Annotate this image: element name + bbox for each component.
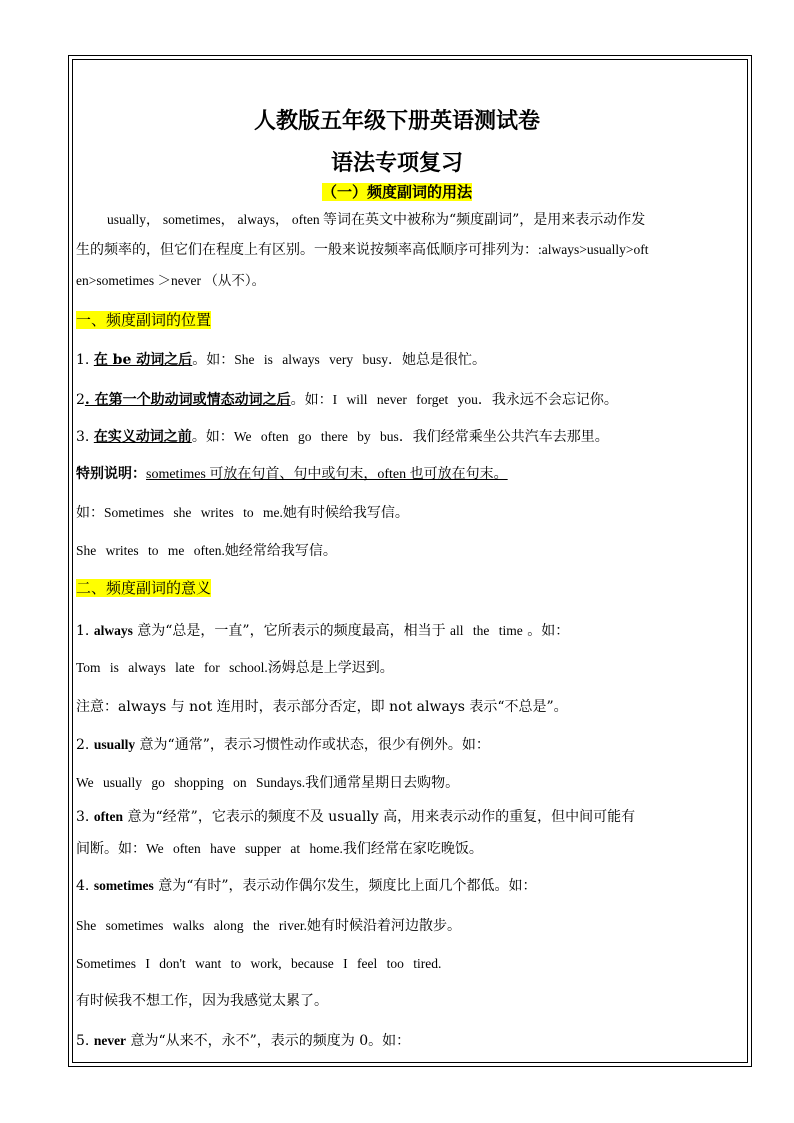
note-example-1: 如：Sometimes she writes to me.她有时候给我写信。 <box>76 505 409 521</box>
page-title: 人教版五年级下册英语测试卷 <box>253 109 540 134</box>
intro-line-3: en>sometimes ＞never （从不）。 <box>76 273 266 288</box>
special-note: 特别说明：sometimes 可放在句首、句中或句末，often 也可放在句末。 <box>76 466 508 482</box>
meaning-1: 1. always 意为“总是，一直”，它所表示的频度最高，相当于 all the time 。如： <box>76 623 570 639</box>
page-border <box>68 55 752 1067</box>
meaning-3-line-2: 间断。如：We often have supper at home.我们经常在家吃晚饭。 <box>76 841 483 857</box>
meaning-2-example: We usually go shopping on Sundays.我们通常星期日去购物。 <box>76 775 460 791</box>
part1-heading: 一、频度副词的位置 <box>76 311 212 329</box>
meaning-4-example-1: She sometimes walks along the river.她有时候沿着河边散步。 <box>76 918 461 934</box>
meaning-4: 4. sometimes 意为“有时”，表示动作偶尔发生，频度比上面几个都低。如： <box>76 878 537 894</box>
part2-heading: 二、频度副词的意义 <box>76 579 212 597</box>
meaning-4-example-2-translation: 有时候我不想工作，因为我感觉太累了。 <box>76 993 328 1009</box>
note-example-2: She writes to me often.她经常给我写信。 <box>76 543 337 559</box>
meaning-2: 2. usually 意为“通常”，表示习惯性动作或状态，很少有例外。如： <box>76 737 490 753</box>
meaning-4-example-2: Sometimes I don't want to work, because I feel too tired. <box>76 956 442 971</box>
section-heading: （一）频度副词的用法 <box>321 183 472 201</box>
meaning-1-example: Tom is always late for school.汤姆总是上学迟到。 <box>76 660 394 676</box>
rule-3: 3. 在实义动词之前。如：We often go there by bus．我们经常乘坐公共汽车去那里。 <box>76 429 609 445</box>
rule-2: 2. 在第一个助动词或情态动词之后。如：I will never forget you．我永远不会忘记你。 <box>76 392 618 408</box>
meaning-1-note: 注意：always 与 not 连用时，表示部分否定，即 not always 表示“不总是”。 <box>76 699 568 715</box>
intro-line-2: 生的频率的，但它们在程度上有区别。一般来说按频率高低顺序可排列为：:always>usually>oft <box>76 242 649 258</box>
page-subtitle: 语法专项复习 <box>330 151 463 176</box>
intro-line-1: usually， sometimes， always， often 等词在英文中被称为“频度副词”，是用来表示动作发 <box>107 212 646 228</box>
rule-1: 1. 在 be 动词之后。如：She is always very busy．她总是很忙。 <box>76 352 486 368</box>
meaning-5: 5. never 意为“从来不，永不”，表示的频度为 0。如： <box>76 1033 411 1049</box>
meaning-3: 3. often 意为“经常”，它表示的频度不及 usually 高，用来表示动作的重复，但中间可能有 <box>76 809 636 825</box>
